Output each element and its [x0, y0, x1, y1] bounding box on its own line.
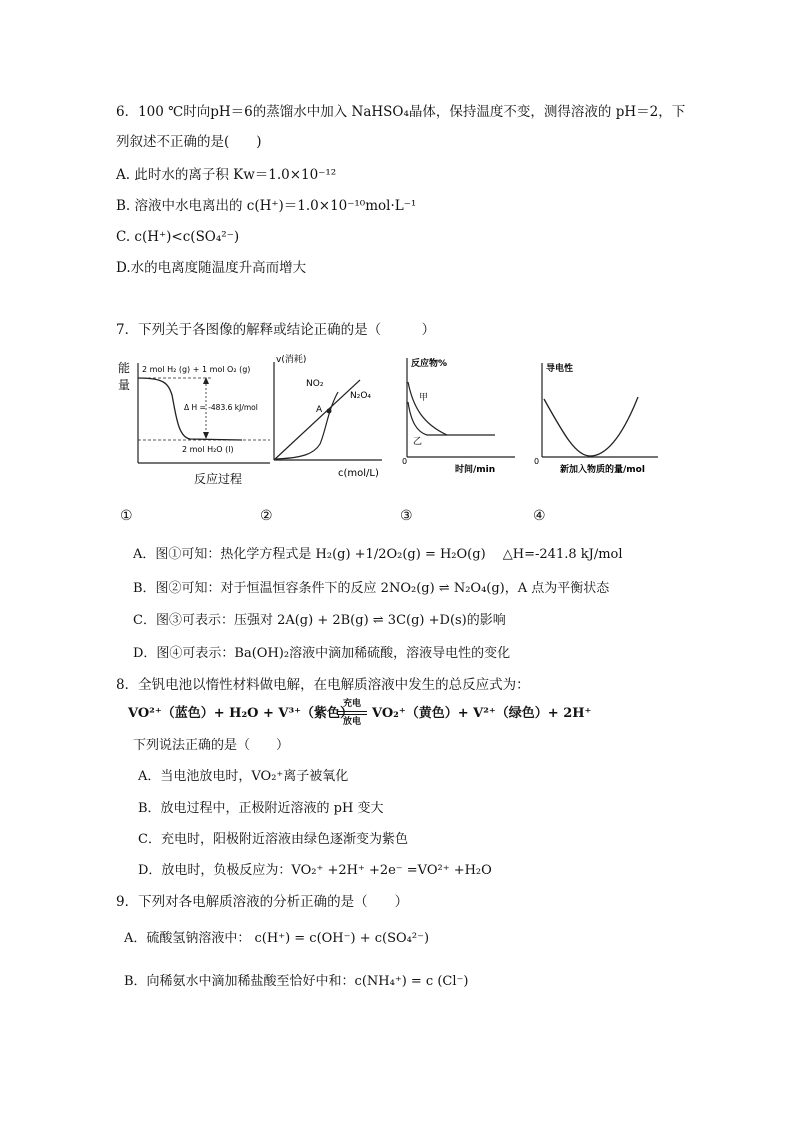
q8-reversible-arrow [337, 699, 367, 733]
q8-arrow-line-bottom [337, 714, 367, 715]
fig3-origin: 0 [402, 457, 408, 466]
figure-1-caption: ① [120, 508, 133, 524]
fig3-curve2-label: 乙 [413, 437, 423, 447]
q8-stem: 8．全钒电池以惰性材料做电解，在电解质溶液中发生的总反应式为： [116, 677, 530, 693]
figure-2-rate-diagram [262, 350, 392, 485]
q7-option-d: D．图④可表示：Ba(OH)₂溶液中滴加稀硫酸，溶液导电性的变化 [133, 646, 511, 661]
q9-option-a: A．硫酸氢钠溶液中： c(H⁺) = c(OH⁻) + c(SO₄²⁻) [124, 931, 430, 946]
q7-option-c: C．图③可表示：压强对 2A(g) + 2B(g) ⇌ 3C(g) +D(s)的影响 [133, 613, 506, 628]
figure-4-conductivity-diagram [528, 355, 668, 477]
fig3-xlabel: 时间/min [455, 465, 496, 475]
q7-option-a: A．图①可知：热化学方程式是 H₂(g) +1/2O₂(g) = H₂O(g) △H=-241.8 kJ/mol [133, 547, 623, 562]
fig3-curve1-label: 甲 [419, 393, 429, 403]
q8-arrow-bottom-label: 放电 [342, 717, 361, 727]
q9-stem: 9．下列对各电解质溶液的分析正确的是（ ） [116, 894, 409, 910]
q8-arrow-top-label: 充电 [342, 699, 361, 709]
fig1-bottom-label: 2 mol H₂O (l) [182, 445, 234, 454]
q6-option-c: C. c(H⁺)<c(SO₄²⁻) [116, 229, 240, 245]
q8-option-c: C．充电时，阳极附近溶液由绿色逐渐变为紫色 [138, 832, 408, 847]
fig2-point-label: A [316, 405, 323, 415]
q8-arrow-line-top [337, 711, 367, 712]
figure-1-energy-diagram [112, 355, 272, 490]
fig1-dh-label: Δ H = -483.6 kJ/mol [184, 403, 258, 412]
fig2-curve2-label: N₂O₄ [350, 391, 372, 401]
fig2-curve1-label: NO₂ [306, 379, 324, 389]
q9-option-b: B．向稀氨水中滴加稀盐酸至恰好中和：c(NH₄⁺) = c (Cl⁻) [124, 974, 469, 989]
fig1-ylabel-top: 能 [118, 361, 131, 375]
figure-3-reactant-diagram [395, 352, 527, 477]
q7-stem: 7．下列关于各图像的解释或结论正确的是（ ） [116, 322, 436, 338]
q6-option-a: A. 此时水的离子积 Kw＝1.0×10⁻¹² [116, 167, 337, 183]
fig4-xlabel: 新加入物质的量/mol [560, 465, 645, 475]
q8-option-b: B．放电过程中，正极附近溶液的 pH 变大 [138, 801, 384, 816]
q6-option-d: D.水的电离度随温度升高而增大 [116, 260, 307, 276]
fig2-xlabel: c(mol/L) [338, 468, 379, 479]
figure-4-caption: ④ [533, 508, 546, 524]
q8-reaction-right: VO₂⁺（黄色）+ V²⁺（绿色）+ 2H⁺ [372, 706, 592, 721]
q8-option-a: A．当电池放电时，VO₂⁺离子被氧化 [138, 769, 349, 784]
fig1-ylabel-bottom: 量 [118, 378, 131, 392]
q8-option-d: D．放电时，负极反应为：VO₂⁺ +2H⁺ +2e⁻ =VO²⁺ +H₂O [138, 863, 492, 878]
q7-option-b: B．图②可知：对于恒温恒容条件下的反应 2NO₂(g) ⇌ N₂O₄(g)，A 点为平衡状态 [133, 581, 610, 596]
fig1-xlabel: 反应过程 [194, 472, 243, 486]
q6-option-b: B. 溶液中水电离出的 c(H⁺)＝1.0×10⁻¹⁰mol·L⁻¹ [116, 198, 417, 214]
q6-stem-line2: 列叙述不正确的是( ) [116, 134, 262, 150]
fig1-top-label: 2 mol H₂ (g) + 1 mol O₂ (g) [142, 365, 251, 374]
fig4-origin: 0 [534, 457, 540, 466]
fig2-ylabel: v(消耗) [276, 355, 307, 365]
q8-reaction-left: VO²⁺（蓝色）+ H₂O + V³⁺（紫色） [128, 706, 354, 721]
q6-stem-line1: 6．100 ℃时向pH＝6的蒸馏水中加入 NaHSO₄晶体，保持温度不变，测得溶液的 pH＝2，下 [116, 104, 686, 120]
q8-sub-stem: 下列说法正确的是（ ） [133, 738, 290, 753]
figure-2-caption: ② [260, 508, 273, 524]
fig4-ylabel: 导电性 [546, 364, 574, 374]
figure-3-caption: ③ [400, 508, 413, 524]
fig3-ylabel: 反应物% [411, 359, 448, 369]
